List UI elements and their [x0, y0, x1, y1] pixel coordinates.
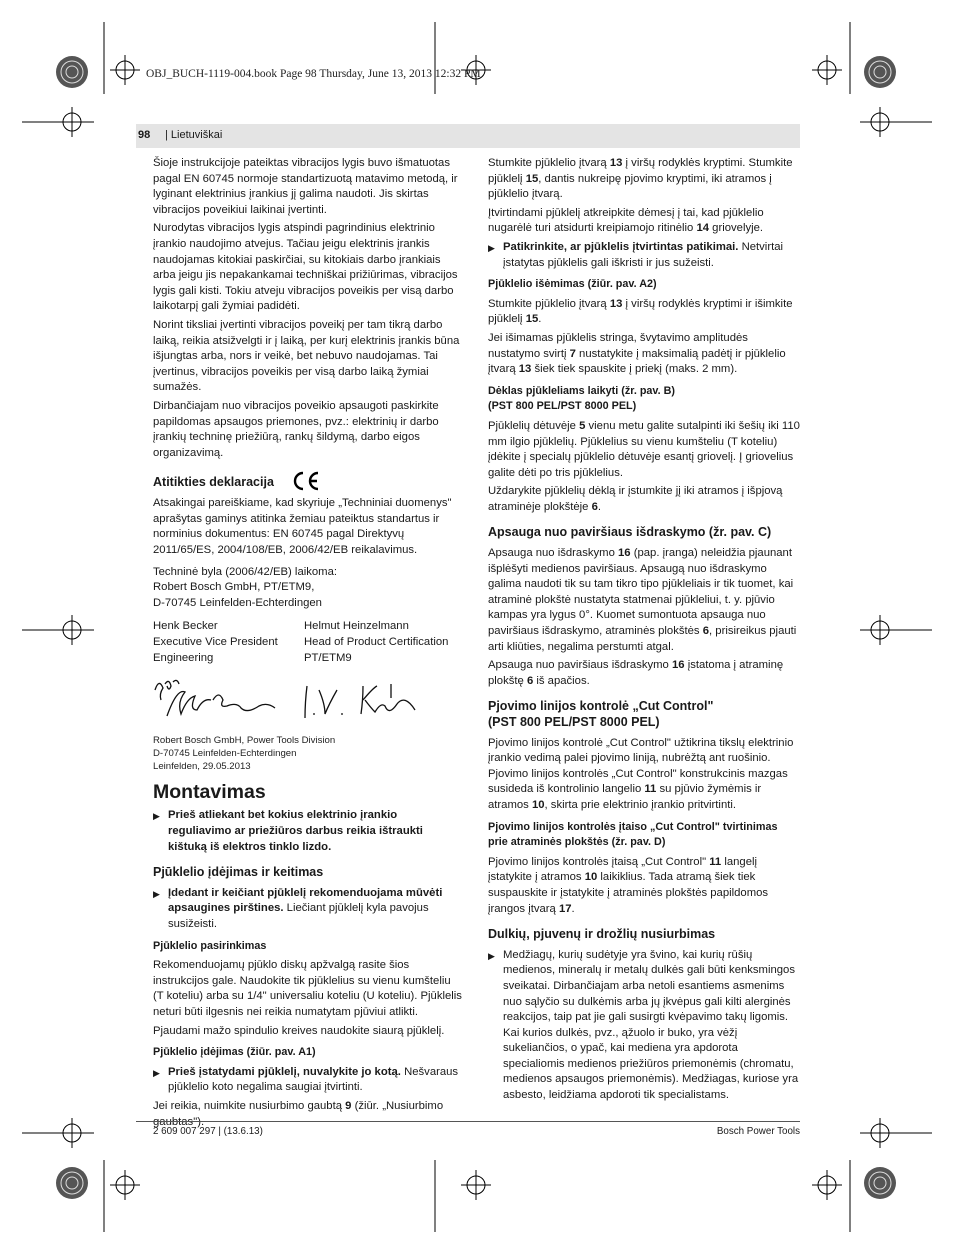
paragraph: Dirbančiajam nuo vibracijos poveikio apsaugoti paskirkite papildomas apsaugos priemones, pvz.: elektrinių ir darbo įrankių techninę priežiūrą, rankų šildymą, darbo eigos organizavimą.: [153, 399, 439, 459]
subheading-insert: Pjūklelio įdėjimas (žiūr. pav. A1): [153, 1046, 316, 1059]
chapter-title: Montavimas: [153, 780, 266, 803]
footer-brand: Bosch Power Tools: [716, 1126, 800, 1137]
footer-rule: [136, 1121, 800, 1122]
paragraph: Jei reikia, nuimkite nusiurbimo gaubtą 9 (žiūr. „Nusiurbimo gaubtas").: [153, 1099, 444, 1128]
warning-item: ▶ Prieš atliekant bet kokius elektrinio įrankio reguliavimo ar priežiūros darbus reikia ištraukti kištuką iš elektros tinklo lizdo.: [153, 808, 463, 855]
paragraph: Jei išimamas pjūklelis stringa, švytavimo amplitudės nustatymo svirtį 7 nustatykite į maksimalią padėtį ir pjūklelio įtvarą 13 šiek tiek spauskite į priekį (maks. 2 mm).: [488, 331, 786, 376]
signatory-left: Henk Becker Executive Vice President Engineering: [153, 620, 278, 664]
bullet-arrow-icon: ▶: [488, 950, 495, 961]
paragraph: Stumkite pjūklelio įtvarą 13 į viršų rodyklės kryptimi. Stumkite pjūklelį 15, dantis nukreipę pjovimo kryptimi, iki atramos į pjūklelio įtvarą.: [488, 157, 793, 201]
paragraph: Pjovimo linijos kontrolė „Cut Control" užtikrina tikslų elektrinio įrankio vedimą palei pjovimo liniją, nubrėžtą ant ruošinio. Pjovimo linijos kontrolės „Cut Control" konstrukcinis mazgas susideda iš kontrolinio langelio 11 su pjūvio žymėmis ir atramos 10, skirta prie elektrinio įrankio pritvirtinti.: [488, 736, 794, 811]
page-header: [136, 124, 800, 148]
paragraph: Nurodytas vibracijos lygis atspindi pagrindinius elektrinio įrankio naudojimo atvejus. Tačiau jeigu elektrinis įrankis naudojamas kitokiai paskirčiai, su kitokiais darbo įrankiais arba jeigu jis nepakankamai techniškai prižiūrimas, vibracijos lygis gali kisti. Tokiu atveju vibracijos poveikis per visą darbo laikotarpį gali žymiai padidėti.: [153, 222, 458, 313]
warning-item: ▶ Prieš įstatydami pjūklelį, nuvalykite jo kotą. Nešvaraus pjūklelio koto negalima saugiai įtvirtinti.: [153, 1065, 463, 1096]
left-column: [153, 156, 463, 1133]
warning-item: ▶ Medžiagų, kurių sudėtyje yra švino, kai kurių rūšių medienos, mineralų ir metalų dulkės gali būti kenksmingos sveikatai. Dirbančiajam arba netoli esantiems asmenims nuo sąlyčio su dulkėmis arba jų įkvėpus gali kilti alerginės reakcijos, taip pat jie gali susirgti kvėpavimo takų ligomis. Kai kurios dulkės, pvz., ąžuolo ir buko, yra vėžį sukeliančios, o ypač, kai mediena yra apdorota specialiomis medienos priežiūros priemonėmis (chromatu, medienos apsaugos priemonėmis). Medžiagas, kuriose yra asbesto, leidžiama apdoroti tik specialistams.: [488, 948, 800, 1104]
signatories: [153, 619, 463, 666]
warning-item: ▶ Patikrinkite, ar pjūklelis įtvirtintas patikimai. Netvirtai įstatytas pjūklelis gali iškristi ir jus sužeisti.: [488, 240, 800, 271]
subheading-remove: Pjūklelio išėmimas (žiūr. pav. A2): [488, 278, 657, 291]
paragraph: Rekomenduojamų pjūklo diskų apžvalgą rasite šios instrukcijos gale. Naudokite tik pjūklelius su vienu kumšteliu (T koteliu) arba su 1/4" universaliu koteliu (U koteliu). Pjūklelis neturi būti ilgesnis nei reikia numatytam pjūviui atlikti.: [153, 959, 462, 1018]
bullet-arrow-icon: ▶: [153, 1067, 160, 1078]
paragraph: Įtvirtindami pjūklelį atkreipkite dėmesį į tai, kad pjūklelio nugarėlė turi atsidurti kreipiamojo ritinėlio 14 griovelyje.: [488, 206, 764, 235]
header-language: | Lietuviškai: [165, 129, 223, 141]
signatory-right: Helmut Heinzelmann Head of Product Certification PT/ETM9: [304, 620, 449, 664]
company-block: Robert Bosch GmbH, Power Tools Division D-70745 Leinfelden-Echterdingen Leinfelden, 29.05.2013: [153, 734, 336, 772]
handwritten-signatures: [153, 670, 423, 726]
paragraph: Atsakingai pareiškiame, kad skyriuje „Techniniai duomenys" aprašytas gaminys atitinka žemiau pateiktus standartus ir norminius dokumentus: EN 60745 pagal Direktyvų 2011/65/ES, 2004/108/EB, 2006/42/EB reikalavimus.: [153, 497, 452, 557]
paragraph: Apsauga nuo paviršiaus išdraskymo 16 įstatoma į atraminę plokštę 6 iš apačios.: [488, 659, 784, 687]
paragraph: Stumkite pjūklelio įtvarą 13 į viršų rodyklės kryptimi ir išimkite pjūklelį 15.: [488, 297, 793, 326]
right-column: [488, 156, 800, 1107]
section-heading-dust: Dulkių, pjuvenų ir drožlių nusiurbimas: [488, 927, 716, 942]
paragraph: Uždarykite pjūklelių dėklą ir įstumkite jį iki atramos į išpjovą atraminėje plokštėje 6.: [488, 485, 783, 513]
paragraph: Apsauga nuo išdraskymo 16 (pap. įranga) neleidžia pjaunant išplėšyti medienos paviršiaus. Apsaugą nuo išdraskymo galima naudoti tik su tam tikro tipo pjūkleliais ir tik tuomet, kai atraminė plokštė nustatyta statmenai pjūkleliui, t. y. pjūvio kampas yra lygus 0°. Kuomet sumontuota apsauga nuo paviršiaus išdraskymo, atraminės plokštės 6, prisireikus pjauti arti kliūties, negalima perstumti atgal.: [488, 547, 797, 653]
subheading-case: Dėklas pjūkleliams laikyti (žr. pav. B) (PST 800 PEL/PST 8000 PEL): [488, 384, 676, 413]
section-heading-declaration: Atitikties deklaracija: [153, 471, 463, 491]
bullet-arrow-icon: ▶: [153, 888, 160, 899]
tech-file: Techninė byla (2006/42/EB) laikoma: Robert Bosch GmbH, PT/ETM9, D-70745 Leinfelden-Echterdingen: [153, 565, 337, 609]
ce-mark-icon: [291, 471, 321, 491]
print-slug: OBJ_BUCH-1119-004.book Page 98 Thursday, June 13, 2013 12:32 PM: [146, 68, 481, 80]
paragraph: Pjaudami mažo spindulio kreives naudokite siaurą pjūklelį.: [153, 1024, 445, 1037]
bullet-arrow-icon: ▶: [488, 242, 495, 253]
paragraph: Pjūklelių dėtuvėje 5 vienu metu galite sutalpinti iki šešių iki 110 mm ilgio pjūklelių. Pjūklelius su vienu kumšteliu (T koteliu) įdėkite į specialų pjūklelio dėtuvėje esantį griovelį. Į griovelius galite dėti po tris pjūklelius.: [488, 419, 800, 479]
bullet-arrow-icon: ▶: [153, 811, 160, 822]
section-heading-splinter: Apsauga nuo paviršiaus išdraskymo (žr. pav. C): [488, 525, 772, 540]
footer-doc-number: 2 609 007 297 | (13.6.13): [153, 1126, 263, 1137]
paragraph: Šioje instrukcijoje pateiktas vibracijos lygis buvo išmatuotas pagal EN 60745 normoje standartizuotą matavimo metodą, ir lyginant elektrinius įrankius jį galima naudoti. Jis skirtas vibracijos poveikiui laikinai įvertinti.: [153, 157, 458, 216]
subheading-choice: Pjūklelio pasirinkimas: [153, 939, 267, 952]
subheading-mount: Pjovimo linijos kontrolės įtaiso „Cut Control" tvirtinimas prie atraminės plokštės (žr. pav. D): [488, 820, 778, 849]
paragraph: Pjovimo linijos kontrolės įtaisą „Cut Control" 11 langelį įstatykite į atramos 10 laikiklius. Tada atramą šiek tiek suspauskite ir įstatykite į atraminės plokštės papildomos įrangos įtvarą 17.: [488, 855, 769, 915]
paragraph: Norint tiksliai įvertinti vibracijos poveikį per tam tikrą darbo laiką, reikia atsižvelgti ir į laiką, per kurį elektrinis įrankis būna išjungtas arba, nors ir veikė, bet nebuvo naudojamas. Tai įvertinus, vibracijos poveikis per visą darbo laiką žymiai sumažės.: [153, 318, 460, 394]
page-number: 98: [138, 129, 151, 141]
section-heading-cut-control: Pjovimo linijos kontrolė „Cut Control" (PST 800 PEL/PST 8000 PEL): [488, 699, 714, 729]
warning-item: ▶ Įdedant ir keičiant pjūklelį rekomenduojama mūvėti apsaugines pirštines. Liečiant pjūklelį kyla pavojus susižeisti.: [153, 886, 463, 933]
section-heading-blade: Pjūklelio įdėjimas ir keitimas: [153, 865, 324, 880]
